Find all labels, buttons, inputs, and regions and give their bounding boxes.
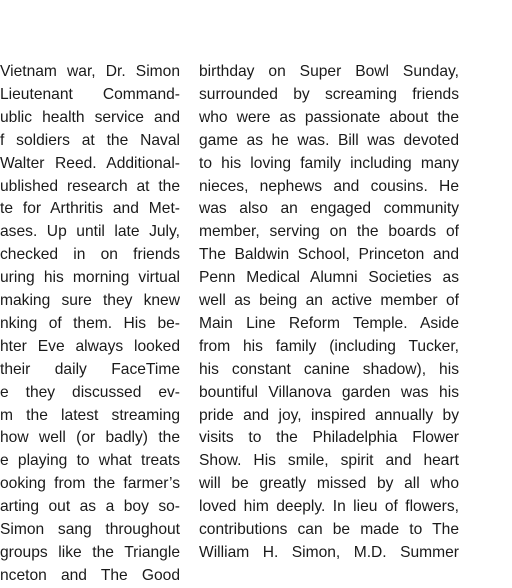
text-line (199, 244, 459, 267)
text-line (199, 290, 459, 313)
text-line (199, 427, 459, 450)
text-line-content: visits to the Philadelphia Flower (199, 429, 459, 447)
text-line-content: te for Arthritis and Met- (0, 200, 180, 218)
text-line (0, 427, 180, 450)
text-line (199, 313, 459, 336)
text-line (199, 382, 459, 405)
text-line (0, 519, 180, 542)
text-line (199, 496, 459, 519)
text-line-content: Main Line Reform Temple. Aside (199, 314, 459, 332)
text-line-content: well as being an active member of (199, 292, 459, 309)
text-line-content: their daily FaceTime (0, 360, 180, 378)
text-line-content: Vietnam war, Dr. Simon (0, 63, 180, 80)
text-line (0, 198, 180, 221)
text-line (0, 176, 180, 199)
text-line (0, 267, 180, 290)
text-line (0, 244, 180, 267)
text-line-content: surrounded by screaming friends (199, 85, 459, 103)
text-line-content: making sure they knew (0, 292, 180, 309)
text-line-content: Walter Reed. Additional- (0, 154, 180, 172)
text-line (0, 221, 180, 244)
text-line-content: will be greatly missed by all who (199, 475, 459, 493)
text-line-content: m the latest streaming (0, 406, 180, 424)
text-line (199, 267, 459, 290)
text-line-content: Show. His smile, spirit and heart (199, 452, 459, 470)
text-line-content: to his loving family including many (199, 154, 459, 172)
text-line-content: his constant canine shadow), his (199, 360, 459, 378)
text-line (199, 130, 459, 153)
text-line-content: bountiful Villanova garden was his (199, 383, 459, 401)
text-line (0, 336, 180, 359)
text-line-content: ooking from the farmer’s (0, 475, 180, 493)
text-line (199, 176, 459, 199)
text-line-content: William H. Simon, M.D. Summer (199, 543, 459, 561)
text-line-content: from his family (including Tucker, (199, 337, 459, 355)
text-line-content: nking of them. His be- (0, 314, 180, 332)
text-line (199, 359, 459, 382)
text-line (199, 519, 459, 542)
text-line (0, 496, 180, 519)
text-line-content: The Baldwin School, Princeton and (199, 246, 459, 264)
text-line-content: game as he was. Bill was devoted (199, 131, 459, 149)
text-line (0, 565, 180, 588)
text-line-content: loved him deeply. In lieu of flowers, (199, 498, 459, 516)
text-line (199, 153, 459, 176)
text-line (199, 61, 459, 84)
text-line (199, 450, 459, 473)
text-line-content: ases. Up until late July, (0, 223, 180, 241)
text-line (0, 130, 180, 153)
text-line (0, 382, 180, 405)
text-line-content: groups like the Triangle (0, 543, 180, 561)
text-line (0, 542, 180, 565)
text-line-content: Simon sang throughout (0, 521, 180, 538)
text-line (199, 221, 459, 244)
text-line-content: birthday on Super Bowl Sunday, (199, 63, 459, 80)
text-line-content: pride and joy, inspired annually by (199, 406, 459, 424)
text-line-content: member, serving on the boards of (199, 223, 459, 241)
text-line (0, 84, 180, 107)
text-line-content: Lieutenant Command- (0, 85, 180, 103)
text-line-content: arting out as a boy so- (0, 498, 180, 516)
text-line (199, 336, 459, 359)
text-line (0, 153, 180, 176)
text-line-content: Penn Medical Alumni Societies as (199, 269, 459, 287)
text-line (199, 542, 459, 565)
text-line (0, 450, 180, 473)
text-line (199, 84, 459, 107)
text-line-content: how well (or badly) the (0, 429, 180, 447)
text-line (0, 290, 180, 313)
text-line (0, 473, 180, 496)
text-line-content: hter Eve always looked (0, 337, 180, 355)
text-line-content: f soldiers at the Naval (0, 131, 180, 149)
text-line (0, 405, 180, 428)
text-line-content: was also an engaged community (199, 200, 459, 218)
text-line-content: e they discussed ev- (0, 383, 180, 401)
text-line (199, 107, 459, 130)
text-line (0, 313, 180, 336)
text-line-content: who were as passionate about the (199, 108, 459, 126)
text-line (0, 107, 180, 130)
text-line (199, 405, 459, 428)
text-line (199, 198, 459, 221)
text-line-content: nieces, nephews and cousins. He (199, 177, 459, 195)
text-line (0, 61, 180, 84)
text-line-content: e playing to what treats (0, 452, 180, 470)
text-line-content: uring his morning virtual (0, 269, 180, 287)
text-line-content: contributions can be made to The (199, 521, 459, 538)
text-line-content: ublished research at the (0, 177, 180, 195)
text-line (0, 359, 180, 382)
text-line (199, 473, 459, 496)
text-line-content: ublic health service and (0, 108, 180, 126)
text-line-content: nceton and The Good (0, 566, 180, 584)
text-line-content: checked in on friends (0, 246, 180, 264)
